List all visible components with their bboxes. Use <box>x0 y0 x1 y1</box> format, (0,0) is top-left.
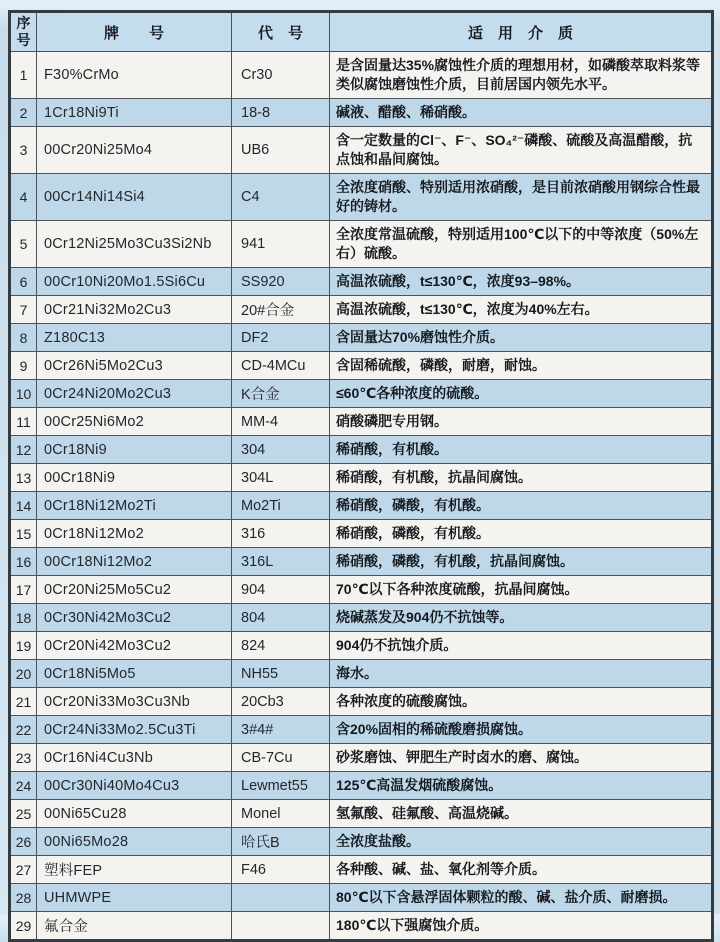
grade-cell: 0Cr20Ni42Mo3Cu2 <box>37 632 232 660</box>
serial-number-cell: 19 <box>10 632 37 660</box>
media-cell: 180℃以下强腐蚀介质。 <box>330 912 713 941</box>
serial-number-cell: 1 <box>10 52 37 99</box>
table-row <box>10 828 713 856</box>
serial-number-cell: 23 <box>10 744 37 772</box>
code-cell: Monel <box>232 800 330 828</box>
grade-cell: F30%CrMo <box>37 52 232 99</box>
code-cell: 哈氏B <box>232 828 330 856</box>
table-row <box>10 520 713 548</box>
header-serial-number: 序号 <box>10 12 37 52</box>
serial-number-cell: 29 <box>10 912 37 941</box>
code-cell: C4 <box>232 174 330 221</box>
code-cell: 3#4# <box>232 716 330 744</box>
code-cell <box>232 884 330 912</box>
applicable-media-table <box>8 10 714 942</box>
grade-cell: 00Cr10Ni20Mo1.5Si6Cu <box>37 268 232 296</box>
table-row <box>10 716 713 744</box>
table-row <box>10 688 713 716</box>
table-row <box>10 772 713 800</box>
media-cell: 全浓度常温硫酸，特别适用100℃以下的中等浓度（50%左右）硫酸。 <box>330 221 713 268</box>
media-cell: 904仍不抗蚀介质。 <box>330 632 713 660</box>
code-cell: CB-7Cu <box>232 744 330 772</box>
code-cell: 804 <box>232 604 330 632</box>
grade-cell: 0Cr26Ni5Mo2Cu3 <box>37 352 232 380</box>
media-cell: 稀硝酸，磷酸，有机酸。 <box>330 520 713 548</box>
table-row <box>10 464 713 492</box>
table-row <box>10 492 713 520</box>
header-row <box>10 12 713 52</box>
code-cell: K合金 <box>232 380 330 408</box>
table-row <box>10 380 713 408</box>
code-cell: 316 <box>232 520 330 548</box>
media-cell: 70℃以下各种浓度硫酸，抗晶间腐蚀。 <box>330 576 713 604</box>
grade-cell: 0Cr18Ni12Mo2Ti <box>37 492 232 520</box>
serial-number-cell: 28 <box>10 884 37 912</box>
media-cell: 含固稀硫酸，磷酸，耐磨，耐蚀。 <box>330 352 713 380</box>
media-cell: 全浓度盐酸。 <box>330 828 713 856</box>
code-cell: 20Cb3 <box>232 688 330 716</box>
serial-number-cell: 12 <box>10 436 37 464</box>
code-cell: 20#合金 <box>232 296 330 324</box>
media-cell: 含固量达70%磨蚀性介质。 <box>330 324 713 352</box>
grade-cell: 00Cr14Ni14Si4 <box>37 174 232 221</box>
media-cell: 80℃以下含悬浮固体颗粒的酸、碱、盐介质、耐磨损。 <box>330 884 713 912</box>
table-row <box>10 52 713 99</box>
code-cell: CD-4MCu <box>232 352 330 380</box>
table-row <box>10 296 713 324</box>
grade-cell: 0Cr16Ni4Cu3Nb <box>37 744 232 772</box>
table-row <box>10 744 713 772</box>
serial-number-cell: 26 <box>10 828 37 856</box>
grade-cell: 00Ni65Mo28 <box>37 828 232 856</box>
media-cell: 125℃高温发烟硫酸腐蚀。 <box>330 772 713 800</box>
grade-cell: 0Cr18Ni5Mo5 <box>37 660 232 688</box>
code-cell: 304L <box>232 464 330 492</box>
serial-number-cell: 27 <box>10 856 37 884</box>
media-cell: 是含固量达35%腐蚀性介质的理想用材，如磷酸萃取料浆等类似腐蚀磨蚀性介质，目前居国内领先水平。 <box>330 52 713 99</box>
table-row <box>10 221 713 268</box>
media-cell: 海水。 <box>330 660 713 688</box>
code-cell: DF2 <box>232 324 330 352</box>
grade-cell: 00Cr18Ni9 <box>37 464 232 492</box>
table-row <box>10 856 713 884</box>
grade-cell: 0Cr20Ni33Mo3Cu3Nb <box>37 688 232 716</box>
serial-number-cell: 16 <box>10 548 37 576</box>
media-cell: 稀硝酸，磷酸，有机酸，抗晶间腐蚀。 <box>330 548 713 576</box>
code-cell: UB6 <box>232 127 330 174</box>
serial-number-cell: 15 <box>10 520 37 548</box>
table-header <box>10 12 713 52</box>
media-cell: ≤60℃各种浓度的硫酸。 <box>330 380 713 408</box>
media-cell: 全浓度硝酸、特别适用浓硝酸，是目前浓硝酸用钢综合性最好的铸材。 <box>330 174 713 221</box>
serial-number-cell: 18 <box>10 604 37 632</box>
grade-cell: 1Cr18Ni9Ti <box>37 99 232 127</box>
media-cell: 氢氟酸、硅氟酸、高温烧碱。 <box>330 800 713 828</box>
grade-cell: 00Cr18Ni12Mo2 <box>37 548 232 576</box>
grade-cell: 00Cr25Ni6Mo2 <box>37 408 232 436</box>
media-cell: 烧碱蒸发及904仍不抗蚀等。 <box>330 604 713 632</box>
media-cell: 含20%固相的稀硫酸磨损腐蚀。 <box>330 716 713 744</box>
code-cell: 316L <box>232 548 330 576</box>
serial-number-cell: 24 <box>10 772 37 800</box>
header-applicable-media: 适 用 介 质 <box>330 12 713 52</box>
table-row <box>10 800 713 828</box>
table-body <box>10 52 713 941</box>
media-cell: 高温浓硫酸，t≤130℃，浓度为40%左右。 <box>330 296 713 324</box>
serial-number-cell: 2 <box>10 99 37 127</box>
serial-number-cell: 14 <box>10 492 37 520</box>
header-code: 代 号 <box>232 12 330 52</box>
media-cell: 稀硝酸，有机酸。 <box>330 436 713 464</box>
table-row <box>10 576 713 604</box>
serial-number-cell: 4 <box>10 174 37 221</box>
grade-cell: Z180C13 <box>37 324 232 352</box>
serial-number-cell: 17 <box>10 576 37 604</box>
serial-number-cell: 13 <box>10 464 37 492</box>
table-row <box>10 912 713 941</box>
code-cell: 304 <box>232 436 330 464</box>
serial-number-cell: 7 <box>10 296 37 324</box>
table-row <box>10 632 713 660</box>
grade-cell: 0Cr24Ni33Mo2.5Cu3Ti <box>37 716 232 744</box>
serial-number-cell: 20 <box>10 660 37 688</box>
table-row <box>10 268 713 296</box>
serial-number-cell: 10 <box>10 380 37 408</box>
table-row <box>10 604 713 632</box>
grade-cell: 0Cr30Ni42Mo3Cu2 <box>37 604 232 632</box>
media-cell: 碱液、醋酸、稀硝酸。 <box>330 99 713 127</box>
table-row <box>10 99 713 127</box>
code-cell: F46 <box>232 856 330 884</box>
grade-cell: 0Cr21Ni32Mo2Cu3 <box>37 296 232 324</box>
serial-number-cell: 25 <box>10 800 37 828</box>
grade-cell: 0Cr24Ni20Mo2Cu3 <box>37 380 232 408</box>
grade-cell: 0Cr18Ni9 <box>37 436 232 464</box>
media-cell: 砂浆磨蚀、钾肥生产时卤水的磨、腐蚀。 <box>330 744 713 772</box>
media-cell: 各种酸、碱、盐、氧化剂等介质。 <box>330 856 713 884</box>
code-cell: 824 <box>232 632 330 660</box>
code-cell: Mo2Ti <box>232 492 330 520</box>
code-cell: 904 <box>232 576 330 604</box>
table-row <box>10 660 713 688</box>
table-row <box>10 174 713 221</box>
table-row <box>10 548 713 576</box>
media-cell: 稀硝酸，有机酸，抗晶间腐蚀。 <box>330 464 713 492</box>
grade-cell: 0Cr12Ni25Mo3Cu3Si2Nb <box>37 221 232 268</box>
grade-cell: 00Cr30Ni40Mo4Cu3 <box>37 772 232 800</box>
serial-number-cell: 3 <box>10 127 37 174</box>
header-grade: 牌 号 <box>37 12 232 52</box>
code-cell: NH55 <box>232 660 330 688</box>
grade-cell: 0Cr18Ni12Mo2 <box>37 520 232 548</box>
serial-number-cell: 21 <box>10 688 37 716</box>
table-row <box>10 127 713 174</box>
grade-cell: 塑料FEP <box>37 856 232 884</box>
grade-cell: 0Cr20Ni25Mo5Cu2 <box>37 576 232 604</box>
code-cell: Lewmet55 <box>232 772 330 800</box>
table-row <box>10 324 713 352</box>
media-cell: 高温浓硫酸，t≤130℃，浓度93–98%。 <box>330 268 713 296</box>
serial-number-cell: 9 <box>10 352 37 380</box>
grade-cell: UHMWPE <box>37 884 232 912</box>
code-cell: SS920 <box>232 268 330 296</box>
code-cell: 18-8 <box>232 99 330 127</box>
table-row <box>10 436 713 464</box>
serial-number-cell: 5 <box>10 221 37 268</box>
code-cell: Cr30 <box>232 52 330 99</box>
grade-cell: 氟合金 <box>37 912 232 941</box>
serial-number-cell: 6 <box>10 268 37 296</box>
media-cell: 各种浓度的硫酸腐蚀。 <box>330 688 713 716</box>
serial-number-cell: 8 <box>10 324 37 352</box>
table-row <box>10 884 713 912</box>
code-cell: MM-4 <box>232 408 330 436</box>
table-row <box>10 352 713 380</box>
code-cell <box>232 912 330 941</box>
media-cell: 硝酸磷肥专用钢。 <box>330 408 713 436</box>
table-row <box>10 408 713 436</box>
code-cell: 941 <box>232 221 330 268</box>
grade-cell: 00Ni65Cu28 <box>37 800 232 828</box>
serial-number-cell: 11 <box>10 408 37 436</box>
media-cell: 稀硝酸，磷酸，有机酸。 <box>330 492 713 520</box>
grade-cell: 00Cr20Ni25Mo4 <box>37 127 232 174</box>
media-cell: 含一定数量的Cl⁻、F⁻、SO₄²⁻磷酸、硫酸及高温醋酸，抗点蚀和晶间腐蚀。 <box>330 127 713 174</box>
serial-number-cell: 22 <box>10 716 37 744</box>
